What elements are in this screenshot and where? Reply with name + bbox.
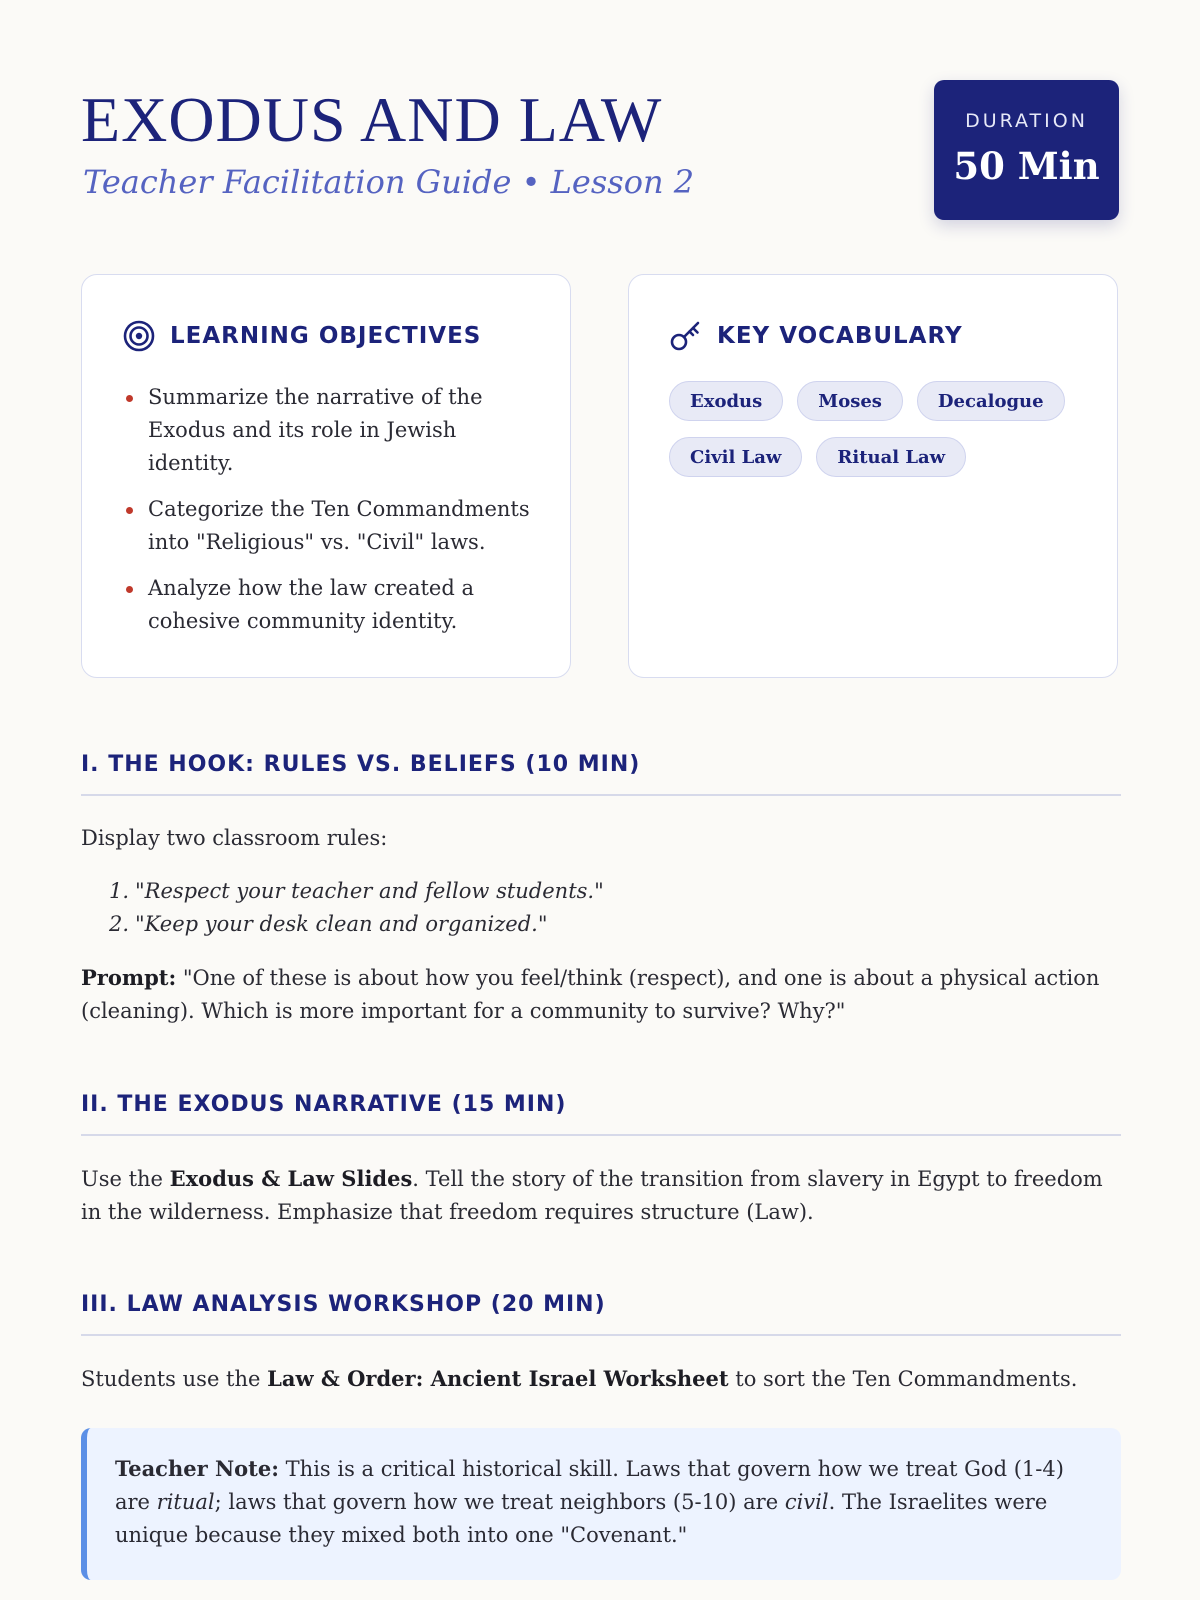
learning-objectives-title: LEARNING OBJECTIVES [170,323,482,349]
vocab-chip-civil-law: Civil Law [669,437,802,477]
note-text-2: ; laws that govern how we treat neighbors (5-10) are [214,1490,785,1514]
rule-text: "Keep your desk clean and organized." [135,912,548,936]
worksheet-reference: Law & Order: Ancient Israel Worksheet [267,1366,729,1391]
objective-item: Analyze how the law created a cohesive community identity. [122,572,542,638]
vocab-chip-exodus: Exodus [669,381,783,421]
slides-reference: Exodus & Law Slides [169,1166,413,1191]
teacher-note-label: Teacher Note: [115,1456,279,1481]
workshop-text-end: to sort the Ten Commandments. [728,1367,1078,1391]
teacher-note-text [115,1452,1091,1552]
vocab-chip-ritual-law: Ritual Law [816,437,966,477]
section-hook-intro: Display two classroom rules: [81,826,388,850]
workshop-text-start: Students use the [81,1367,268,1391]
narrative-text-end: . Tell the story of the transition from slavery in Egypt to freedom in the wilderness. Emphasize that freedom requires structure (Law). [81,1167,1103,1224]
section-narrative-title: II. THE EXODUS NARRATIVE (15 MIN) [81,1092,1121,1136]
key-vocabulary-header [669,319,963,353]
note-civil: civil [784,1490,829,1514]
key-vocabulary-title: KEY VOCABULARY [717,323,963,349]
note-ritual: ritual [156,1490,215,1514]
duration-value: 50 Min [953,144,1100,188]
learning-objectives-header [122,319,481,353]
rule-item [109,875,1121,908]
objective-item: Categorize the Ten Commandments into "Religious" vs. "Civil" laws. [122,493,542,559]
page-title: EXODUS AND LAW [81,84,663,155]
prompt-text: "One of these is about how you feel/think (respect), and one is about a physical action (cleaning). Which is more important for a community to survive? Why?" [81,966,1100,1023]
target-icon [122,319,156,353]
page-subtitle: Teacher Facilitation Guide • Lesson 2 [83,163,695,201]
section-hook [81,752,1121,1028]
teacher-note [81,1428,1121,1580]
objective-item: Summarize the narrative of the Exodus and its role in Jewish identity. [122,381,542,480]
note-text-1: This is a critical historical skill. Laws that govern how we treat God (1-4) are [115,1457,1064,1514]
section-workshop-text [81,1362,1121,1396]
duration-label: DURATION [965,110,1088,132]
learning-objectives-card [81,274,571,678]
rule-item [109,908,1121,941]
classroom-rules-list [81,875,1121,941]
overview-cards [81,274,1121,680]
key-icon [669,319,703,353]
page-header [81,80,1119,280]
vocabulary-chips [669,381,1089,477]
section-workshop-title: III. LAW ANALYSIS WORKSHOP (20 MIN) [81,1292,1121,1336]
vocab-chip-decalogue: Decalogue [917,381,1065,421]
rule-text: "Respect your teacher and fellow students." [135,879,604,903]
vocab-chip-moses: Moses [797,381,903,421]
section-hook-prompt [81,961,1121,1028]
duration-badge [934,80,1119,220]
section-narrative-text [81,1162,1121,1229]
section-hook-title: I. THE HOOK: RULES VS. BELIEFS (10 MIN) [81,752,1121,796]
section-workshop [81,1292,1121,1396]
objectives-list [122,381,542,651]
key-vocabulary-card [628,274,1118,678]
rule-number: 2. [109,912,130,936]
section-narrative [81,1092,1121,1229]
narrative-text-start: Use the [81,1167,170,1191]
rule-number: 1. [109,879,130,903]
note-text-3: . The Israelites were unique because they mixed both into one "Covenant." [115,1490,1048,1547]
prompt-label: Prompt: [81,965,177,990]
